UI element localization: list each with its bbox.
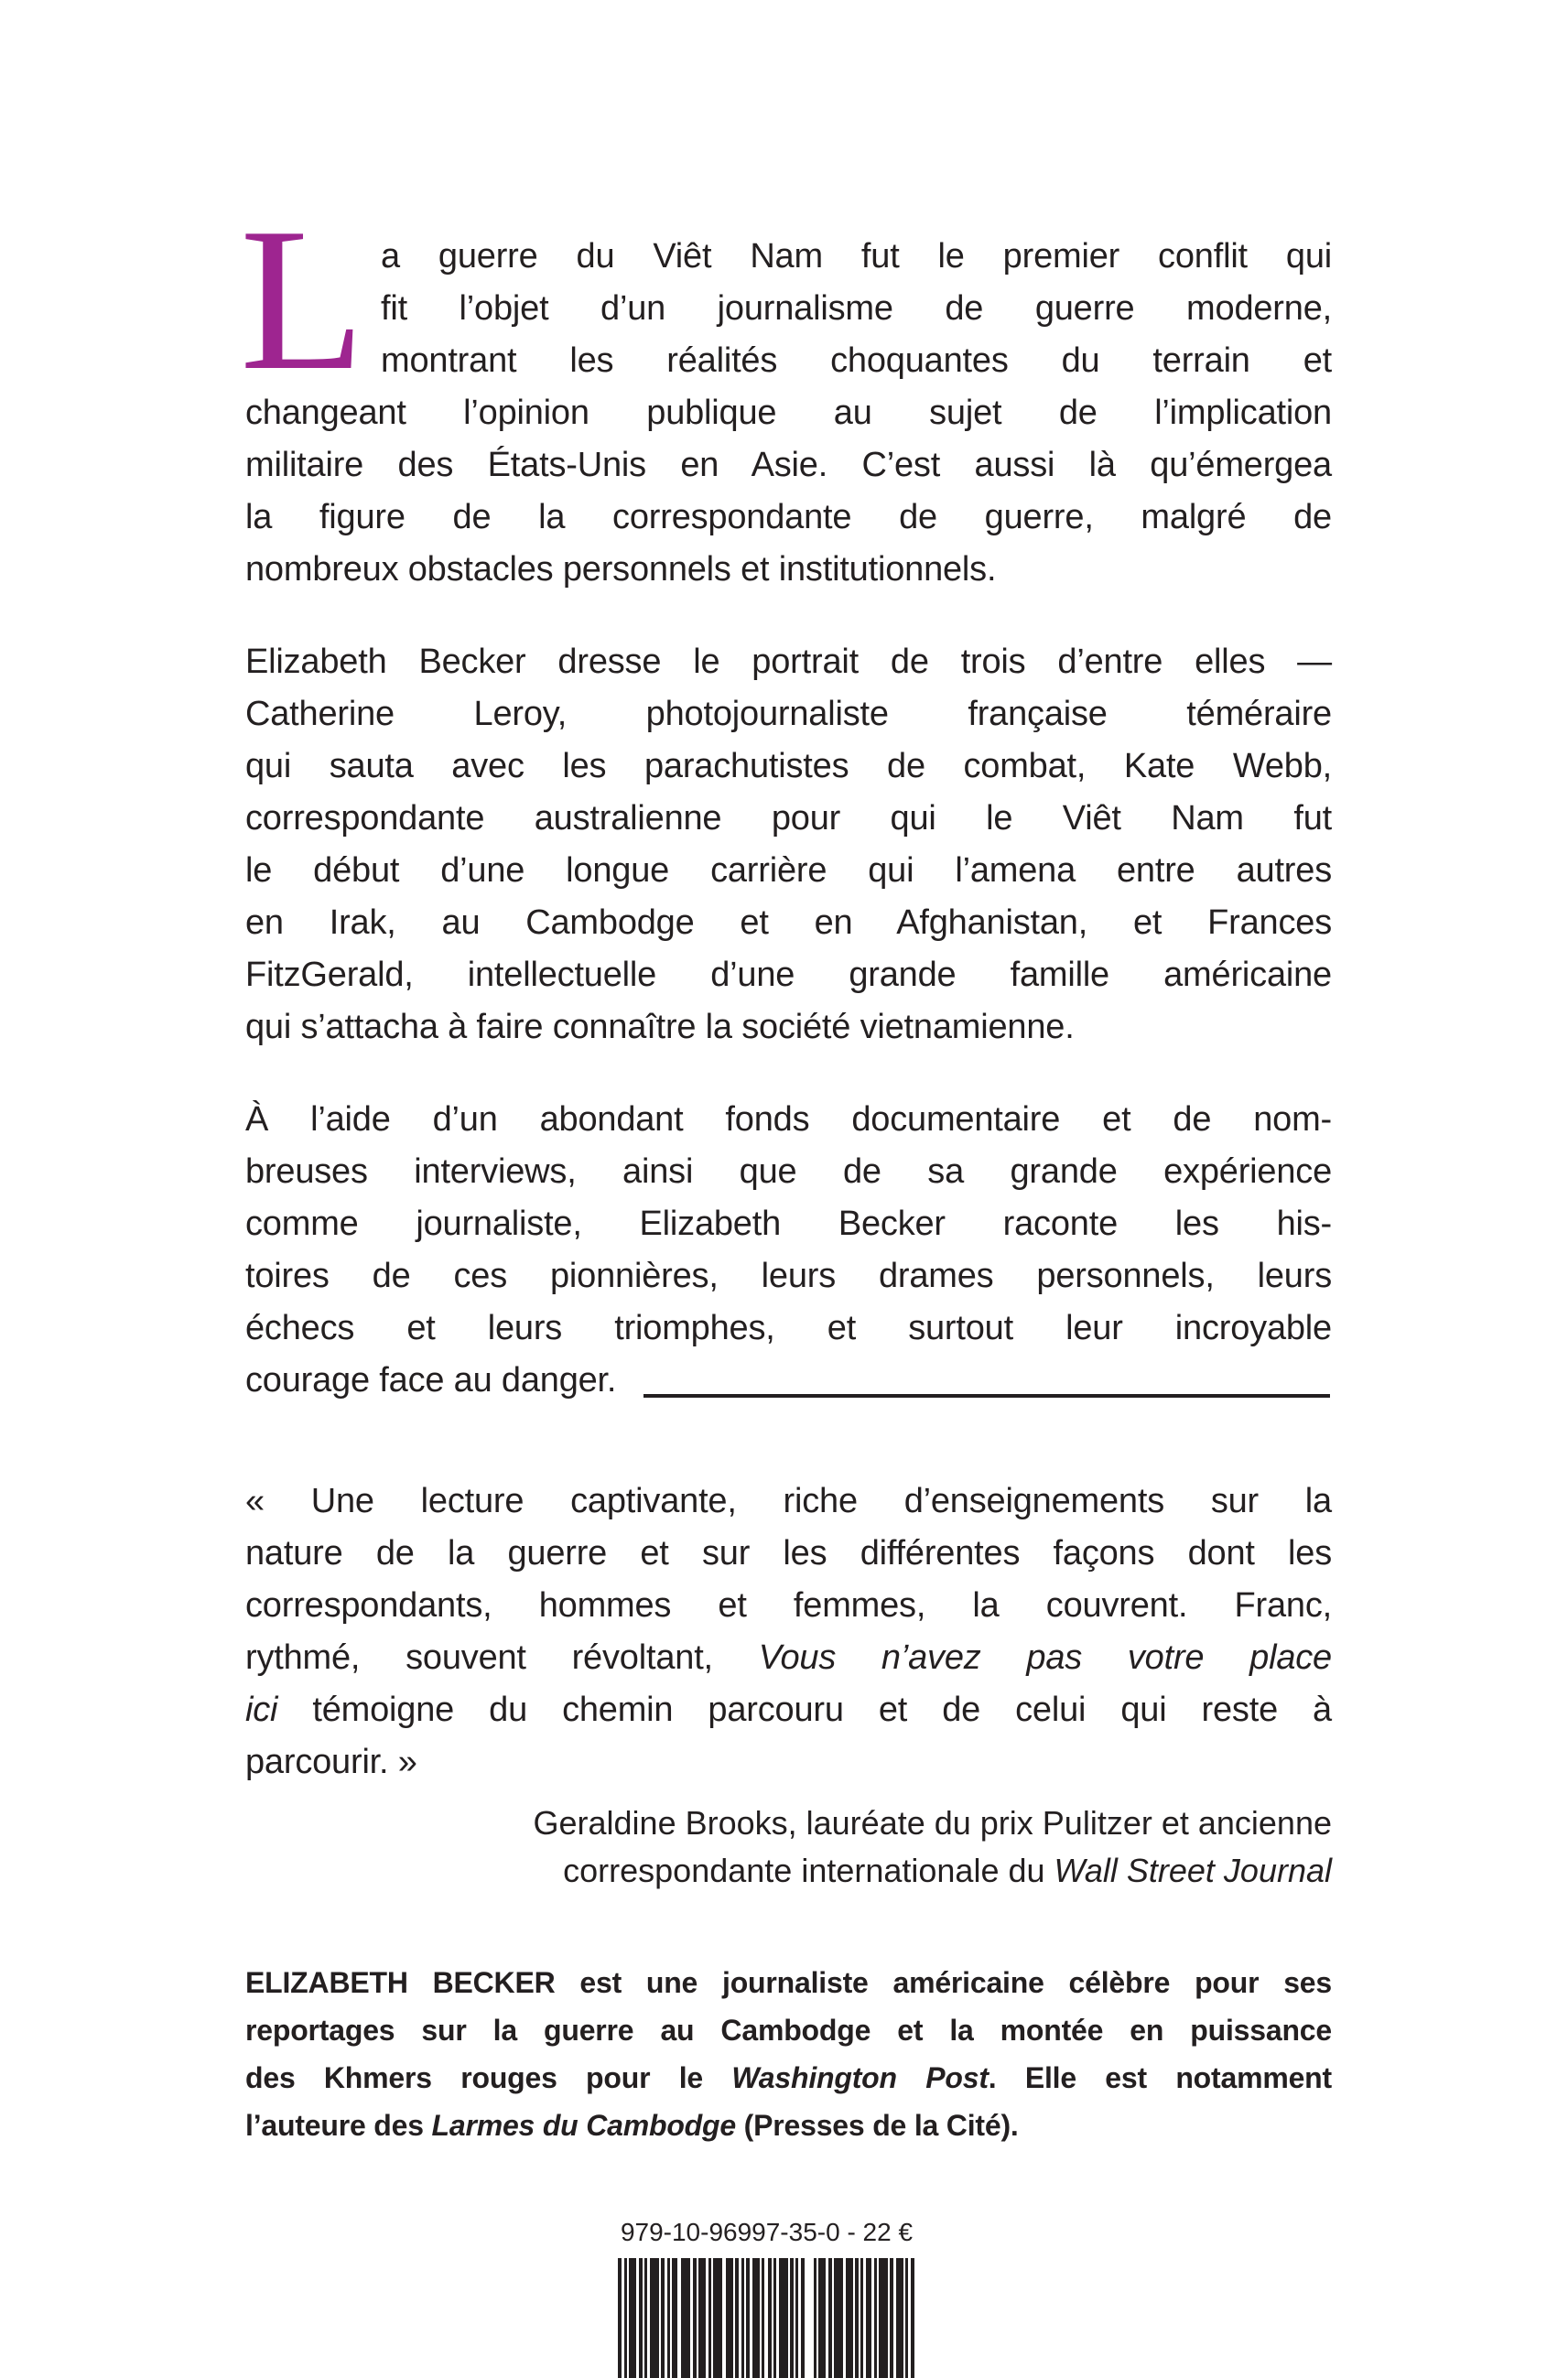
synopsis-paragraph-3 (245, 1094, 1332, 1407)
quote-text: témoigne du chemin parcouru et de celui qui reste à (277, 1691, 1332, 1729)
book-title-italic: ici (245, 1691, 278, 1729)
text-line (245, 1528, 1332, 1580)
quote-attribution (245, 1800, 1332, 1895)
text-line: qui s’attacha à faire connaître la société vietnamienne. (245, 1008, 1075, 1046)
text-line: breuses interviews, ainsi que de sa grande expérience (245, 1152, 1332, 1191)
text-line (245, 1475, 1332, 1528)
text-line: FitzGerald, intellectuelle d’une grande famille américaine (245, 956, 1332, 994)
isbn-price: 979-10-96997-35-0 - 22 € (620, 2218, 914, 2246)
text-line: À l’aide d’un abondant fonds documentaire et de nom- (245, 1100, 1332, 1139)
text-line: militaire des États-Unis en Asie. C’est aussi là qu’émergea (245, 446, 1332, 484)
text-line: montrant les réalités choquantes du terrain et (381, 341, 1332, 380)
book-title-italic: Larmes du Cambodge (431, 2109, 736, 2142)
newspaper-title-italic: Washington Post (731, 2061, 989, 2094)
text-line (245, 1580, 1332, 1632)
text-line (245, 1632, 1332, 1684)
text-line (245, 2102, 1332, 2149)
text-column (240, 0, 1332, 2378)
text-line: le début d’une longue carrière qui l’amena entre autres (245, 851, 1332, 890)
dropcap-letter: L (240, 186, 365, 413)
text-line: correspondante australienne pour qui le Viêt Nam fut (245, 799, 1332, 838)
text-line (245, 1959, 1332, 2006)
author-bio (245, 1959, 1332, 2149)
bio-text: des Khmers rouges pour le (245, 2061, 732, 2094)
text-line (245, 1684, 1332, 1736)
text-line: changeant l’opinion publique au sujet de l’implication (245, 394, 1332, 432)
newspaper-title-italic: Wall Street Journal (1054, 1852, 1332, 1889)
text-line (245, 2006, 1332, 2054)
barcode (618, 2258, 915, 2378)
synopsis-paragraph-1 (240, 186, 1332, 596)
text-line (245, 1800, 1332, 1847)
quote-text: parcourir. » (245, 1743, 417, 1781)
quote-text: nature de la guerre et sur les différentes façons dont les (245, 1534, 1332, 1573)
text-line: échecs et leurs triomphes, et surtout leur incroyable (245, 1309, 1332, 1347)
attribution-text: Geraldine Brooks, lauréate du prix Pulitzer et ancienne (533, 1804, 1332, 1842)
synopsis-paragraph-2 (245, 636, 1332, 1054)
bio-text: (Presses de la Cité). (735, 2109, 1019, 2142)
bio-text: . Elle est notamment (988, 2061, 1332, 2094)
bio-text: reportages sur la guerre au Cambodge et la montée en puissance (245, 2014, 1332, 2047)
text-line (245, 1847, 1332, 1895)
quote-text: « Une lecture captivante, riche d’enseignements sur la (245, 1482, 1332, 1520)
text-line: comme journaliste, Elizabeth Becker raconte les his- (245, 1205, 1332, 1243)
quote-text: correspondants, hommes et femmes, la couvrent. Franc, (245, 1586, 1332, 1625)
bio-text: l’auteure des (245, 2109, 432, 2142)
text-line-with-rule (245, 1355, 1332, 1407)
text-line: fit l’objet d’un journalisme de guerre moderne, (381, 289, 1332, 328)
text-line: a guerre du Viêt Nam fut le premier conflit qui (381, 237, 1332, 276)
text-line: toires de ces pionnières, leurs drames personnels, leurs (245, 1257, 1332, 1295)
text-line: la figure de la correspondante de guerre, malgré de (245, 498, 1332, 536)
text-line: Catherine Leroy, photojournaliste française téméraire (245, 695, 1332, 733)
bio-text: ELIZABETH BECKER est une journaliste américaine célèbre pour ses (245, 1966, 1332, 1999)
text-line: en Irak, au Cambodge et en Afghanistan, et Frances (245, 903, 1332, 942)
text-line: nombreux obstacles personnels et institutionnels. (245, 550, 997, 589)
decorative-rule (643, 1394, 1330, 1398)
quote-text: rythmé, souvent révoltant, (245, 1638, 759, 1677)
text-line (245, 2054, 1332, 2102)
book-title-italic: Vous n’avez pas votre place (758, 1638, 1332, 1677)
text-line: qui sauta avec les parachutistes de combat, Kate Webb, (245, 747, 1332, 785)
text-line (245, 1736, 1332, 1789)
attribution-text: correspondante internationale du (563, 1852, 1054, 1889)
text-line: Elizabeth Becker dresse le portrait de trois d’entre elles — (245, 643, 1332, 681)
text-line: courage face au danger. (245, 1361, 617, 1400)
review-quote (245, 1475, 1332, 1789)
